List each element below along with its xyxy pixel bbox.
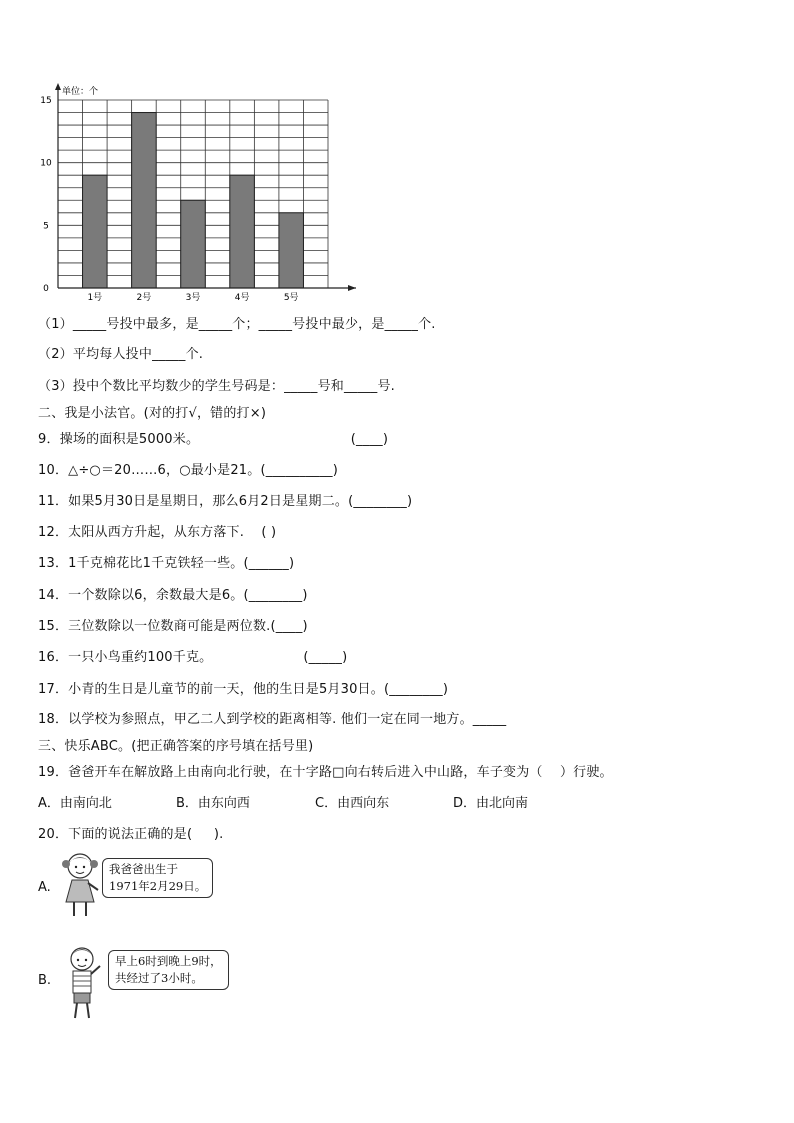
chart-labels — [40, 85, 298, 303]
y-tick-label: 0 — [43, 284, 49, 294]
x-tick-label: 4号 — [234, 293, 250, 303]
section-2-heading: 二、我是小法官。(对的打√，错的打×) — [38, 406, 267, 421]
item-14: 14．一个数除以6，余数最大是6。(________) — [38, 588, 308, 603]
q19-option-b: B．由东向西 — [176, 796, 250, 811]
item-16: 16．一只小鸟重约100千克。 (_____) — [38, 650, 348, 665]
bar-3 — [181, 200, 206, 288]
q20-option-b-label: B. — [38, 973, 52, 988]
question-20: 20．下面的说法正确的是( ). — [38, 827, 224, 842]
x-axis-arrow — [348, 285, 356, 291]
question-3: （3）投中个数比平均数少的学生号码是：_____号和_____号. — [38, 379, 396, 394]
q19-option-c: C．由西向东 — [315, 796, 390, 811]
question-1: （1）_____号投中最多，是_____个；_____号投中最少，是_____个. — [38, 317, 436, 332]
item-17: 17．小青的生日是儿童节的前一天，他的生日是5月30日。(________) — [38, 682, 449, 697]
section-3-heading: 三、快乐ABC。(把正确答案的序号填在括号里) — [38, 739, 314, 754]
bar-chart — [38, 80, 368, 305]
y-tick-label: 10 — [40, 158, 52, 169]
item-10: 10．△÷○＝20……6，○最小是21。(__________) — [38, 463, 339, 478]
bar-5 — [279, 213, 304, 288]
speech-bubble-b: 早上6时到晚上9时， 共经过了3小时。 — [108, 950, 229, 990]
boy-illustration — [62, 944, 106, 1022]
x-tick-label: 1号 — [87, 293, 103, 303]
item-11: 11．如果5月30日是星期日，那么6月2日是星期二。(________) — [38, 494, 413, 509]
x-tick-label: 3号 — [185, 293, 201, 303]
speech-bubble-a: 我爸爸出生于 1971年2月29日。 — [102, 858, 213, 898]
y-tick-label: 5 — [43, 221, 49, 232]
unit-label: 单位：个 — [62, 87, 99, 97]
y-axis-arrow — [55, 83, 61, 90]
bar-4 — [230, 175, 255, 288]
item-9: 9．操场的面积是5000米。 (____) — [38, 432, 389, 447]
item-18: 18．以学校为参照点，甲乙二人到学校的距离相等. 他们一定在同一地方。_____ — [38, 712, 507, 727]
bar-1 — [83, 175, 108, 288]
item-13: 13．1千克棉花比1千克铁轻一些。(______) — [38, 556, 295, 571]
q20-option-a-label: A. — [38, 880, 51, 895]
question-19: 19．爸爸开车在解放路上由南向北行驶，在十字路□向右转后进入中山路，车子变为（ ）行驶。 — [38, 765, 613, 780]
q19-option-d: D．由北向南 — [453, 796, 529, 811]
y-tick-label: 15 — [40, 96, 52, 106]
girl-illustration — [60, 850, 104, 922]
x-tick-label: 5号 — [283, 293, 299, 303]
item-15: 15．三位数除以一位数商可能是两位数.(____) — [38, 619, 308, 634]
item-12: 12．太阳从西方升起，从东方落下. ( ) — [38, 525, 277, 540]
bar-2 — [132, 113, 157, 288]
q19-option-a: A．由南向北 — [38, 796, 112, 811]
x-tick-label: 2号 — [136, 293, 152, 303]
question-2: （2）平均每人投中_____个. — [38, 347, 204, 362]
